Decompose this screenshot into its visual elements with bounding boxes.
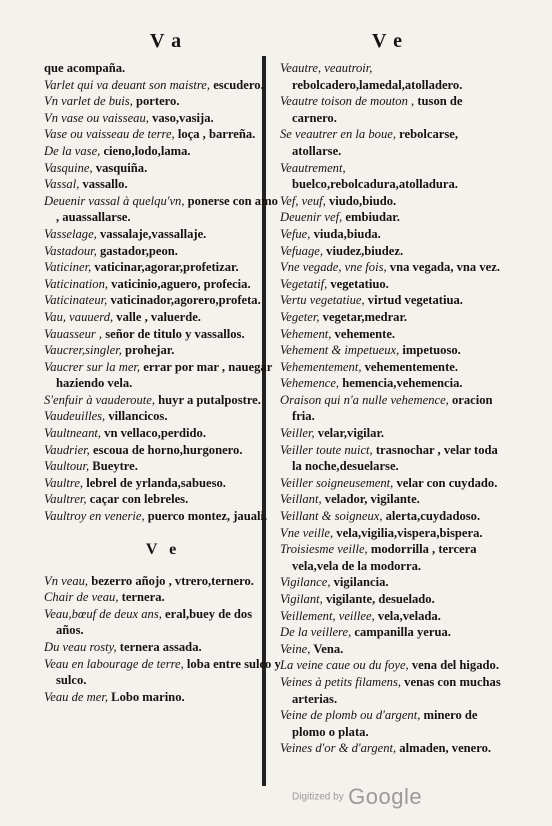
entry-headword: Se veautrer en la boue,: [280, 127, 396, 142]
entry-headword: Vehement,: [280, 326, 332, 341]
entry-headword: Veine de plomb ou d'argent,: [280, 708, 421, 723]
entry-headword: Veillant & soigneux,: [280, 509, 383, 524]
dictionary-entry: [44, 639, 282, 656]
entry-headword: Deuenir vef,: [280, 210, 343, 225]
watermark-brand: Google: [348, 784, 423, 809]
entry-headword: Vasquine,: [44, 160, 93, 175]
entry-translation: vaticinador,agorero,profeta.: [107, 293, 261, 308]
entry-translation: Vena.: [310, 641, 344, 656]
dictionary-entry: [44, 458, 282, 475]
entry-translation: huyr a putalpostre.: [155, 392, 261, 407]
entry-translation: bezerro añojo , vtrero,ternero.: [88, 573, 254, 588]
entry-headword: Veine,: [280, 641, 311, 656]
dictionary-entry: [280, 160, 506, 193]
dictionary-entry: [44, 93, 282, 110]
dictionary-entry: [280, 740, 506, 757]
entry-translation: rebolcadero,lamedal,atolladero.: [292, 77, 463, 92]
dictionary-entry: [44, 309, 282, 326]
dictionary-entry: [280, 491, 506, 508]
dictionary-entry: [44, 126, 282, 143]
entry-translation: viudez,biudez.: [323, 243, 404, 258]
dictionary-entry: [44, 359, 282, 392]
entry-headword: Vasselage,: [44, 226, 97, 241]
entry-translation: lebrel de yrlanda,sabueso.: [83, 475, 226, 490]
entry-translation: valle , valuerde.: [113, 309, 201, 324]
entry-headword: Vef, veuf,: [280, 193, 326, 208]
entry-headword: Veines d'or & d'argent,: [280, 741, 397, 756]
entry-translation: cieno,lodo,lama.: [100, 143, 191, 158]
entry-translation: viudo,biudo.: [325, 193, 397, 208]
entry-headword: Chair de veau,: [44, 590, 119, 605]
entry-translation: velar,vigilar.: [314, 426, 385, 441]
entry-translation: alerta,cuydadoso.: [382, 509, 481, 524]
entry-headword: Vne veille,: [280, 525, 334, 540]
entry-translation: virtud vegetatiua.: [364, 293, 463, 308]
entry-translation: gastador,peon.: [96, 243, 178, 258]
entry-translation: vela,vigilia,vispera,bispera.: [333, 525, 483, 540]
header-left: V a: [150, 30, 183, 52]
entry-headword: Vaticinateur,: [44, 293, 108, 308]
entry-translation: portero.: [132, 94, 180, 109]
dictionary-entry: [44, 193, 282, 226]
entry-headword: Veautre toison de mouton ,: [280, 94, 415, 109]
entry-headword: Vigilance,: [280, 575, 331, 590]
dictionary-entry: [280, 209, 506, 226]
dictionary-entry: [280, 375, 506, 392]
dictionary-entry: [280, 574, 506, 591]
entry-translation: vehementemente.: [361, 359, 458, 374]
dictionary-entry: [280, 541, 506, 574]
entry-headword: Vertu vegetatiue,: [280, 293, 365, 308]
dictionary-entry: [44, 243, 282, 260]
entry-headword: Vaudrier,: [44, 442, 90, 457]
entry-translation: vegetatiuo.: [327, 276, 389, 291]
dictionary-entry: [280, 193, 506, 210]
entry-translation: velar con cuydado.: [393, 475, 498, 490]
entry-translation: loça , barreña.: [174, 127, 256, 142]
entry-translation: vn vellaco,perdido.: [101, 426, 206, 441]
dictionary-entry: [280, 591, 506, 608]
entry-translation: modorrilla , tercera vela,vela de la modorra.: [292, 542, 477, 573]
dictionary-entry: [280, 243, 506, 260]
entry-headword: Vne vegade, vne fois,: [280, 260, 387, 275]
entry-translation: buelco,rebolcadura,atolladura.: [292, 177, 458, 192]
entry-translation: vigilancia.: [330, 575, 389, 590]
entry-headword: Vaticiner,: [44, 260, 92, 275]
entry-headword: Veautrement,: [280, 160, 346, 175]
dictionary-entry: [280, 442, 506, 475]
entry-headword: Vn veau,: [44, 573, 89, 588]
entry-headword: Veau en labourage de terre,: [44, 656, 184, 671]
entry-translation: vaticinio,aguero, profecia.: [108, 276, 251, 291]
dictionary-entry: [44, 408, 282, 425]
entry-headword: Vaultneant,: [44, 426, 102, 441]
dictionary-entry: [44, 60, 282, 77]
dictionary-entry: [44, 392, 282, 409]
entry-headword: Oraison qui n'a nulle vehemence,: [280, 392, 449, 407]
entry-headword: Vaudeuilles,: [44, 409, 106, 424]
left-column: [44, 60, 282, 705]
entry-headword: Vigilant,: [280, 592, 323, 606]
entry-headword: Vn vase ou vaisseau,: [44, 110, 149, 125]
dictionary-entry: [280, 93, 506, 126]
entry-headword: Veillant,: [280, 492, 322, 507]
dictionary-entry: [44, 342, 282, 359]
entry-translation: tuson de carnero.: [292, 94, 463, 125]
entry-headword: Vaultroy en venerie,: [44, 509, 145, 524]
entry-translation: ternera.: [118, 590, 165, 605]
entry-translation: vela,velada.: [374, 608, 441, 623]
entry-headword: Du veau rosty,: [44, 640, 117, 654]
entry-translation: vegetar,medrar.: [319, 309, 408, 324]
entry-translation: eral,buey de dos años.: [56, 606, 253, 638]
dictionary-entry: [44, 276, 282, 293]
entry-headword: Vau, vauuerd,: [44, 309, 114, 324]
dictionary-entry: [280, 292, 506, 309]
entry-headword: Vefuage,: [280, 243, 324, 258]
dictionary-entry: [44, 573, 282, 590]
dictionary-entry: [280, 475, 506, 492]
entry-headword: Veau,bœuf de deux ans,: [44, 606, 162, 621]
entry-headword: Vegetatif,: [280, 276, 328, 291]
entry-headword: Vaultre,: [44, 475, 84, 490]
entry-translation: velador, vigilante.: [321, 492, 420, 507]
dictionary-entry: [44, 491, 282, 508]
entry-translation: rebolcarse, atollarse.: [292, 127, 459, 158]
dictionary-entry: [280, 641, 506, 658]
entry-translation: vna vegada, vna vez.: [386, 260, 500, 275]
entry-headword: Vase ou vaisseau de terre,: [44, 127, 175, 142]
header-right: V e: [372, 30, 403, 52]
entry-translation: loba entre sulco y sulco.: [56, 656, 281, 688]
entry-headword: Vaultrer,: [44, 492, 87, 507]
dictionary-entry: [44, 589, 282, 606]
entry-headword: Veiller toute nuict,: [280, 442, 373, 457]
entry-translation: errar por mar , nauegar haziendo vela.: [56, 359, 273, 391]
dictionary-entry: [280, 425, 506, 442]
dictionary-entry: [44, 110, 282, 127]
entry-headword: Veiller,: [280, 426, 315, 441]
entry-translation: ternera assada.: [116, 640, 202, 654]
google-watermark: [292, 784, 422, 810]
entry-translation: prohejar.: [121, 343, 175, 358]
dictionary-entry: [280, 276, 506, 293]
entry-translation: vaso,vasija.: [148, 110, 214, 125]
entry-headword: Troisiesme veille,: [280, 542, 368, 557]
dictionary-entry: [280, 126, 506, 159]
dictionary-entry: [280, 707, 506, 740]
entry-translation: almaden, venero.: [396, 741, 492, 756]
entry-translation: vena del higado.: [408, 658, 499, 673]
entry-headword: Deuenir vassal à quelqu'vn,: [44, 193, 185, 208]
dictionary-entry: [44, 77, 282, 94]
entry-headword: Vaucrer,singler,: [44, 343, 122, 358]
entry-translation: vasquiña.: [92, 160, 148, 175]
dictionary-entry: [44, 326, 282, 343]
entry-headword: Vegeter,: [280, 309, 320, 324]
dictionary-entry: [280, 259, 506, 276]
dictionary-entry: [280, 525, 506, 542]
entry-translation: que acompaña.: [44, 61, 126, 75]
dictionary-entry: [44, 442, 282, 459]
entry-translation: villancicos.: [105, 409, 168, 424]
entry-translation: viuda,biuda.: [310, 226, 381, 241]
entry-translation: vehemente.: [331, 326, 396, 341]
entry-headword: Varlet qui va deuant son maistre,: [44, 77, 211, 92]
entry-translation: vassallo.: [79, 177, 128, 192]
dictionary-entry: [44, 176, 282, 193]
entry-translation: minero de plomo o plata.: [292, 708, 478, 739]
entry-translation: impetuoso.: [399, 343, 461, 358]
entry-translation: campanilla yerua.: [351, 625, 451, 640]
section-heading: V e: [145, 540, 181, 558]
entry-headword: Veau de mer,: [44, 689, 109, 704]
dictionary-entry: [280, 674, 506, 707]
entry-headword: Vehemence,: [280, 376, 340, 391]
dictionary-entry: [280, 657, 506, 674]
dictionary-entry: [44, 425, 282, 442]
dictionary-entry: [280, 508, 506, 525]
entry-translation: Bueytre.: [89, 459, 138, 474]
entry-translation: escudero.: [210, 77, 264, 92]
entry-translation: venas con muchas arterias.: [292, 674, 501, 706]
dictionary-entry: [280, 342, 506, 359]
dictionary-entry: [280, 624, 506, 641]
entry-headword: Vastadour,: [44, 243, 97, 258]
dictionary-entry: [280, 60, 506, 93]
entry-headword: De la veillere,: [280, 625, 352, 640]
entry-headword: Vaticination,: [44, 276, 109, 291]
dictionary-entry: [44, 226, 282, 243]
entry-translation: puerco montez, jauali.: [144, 509, 268, 524]
watermark-prefix: Digitized by: [292, 791, 344, 803]
dictionary-entry: [44, 475, 282, 492]
entry-translation: vassalaje,vassallaje.: [96, 226, 207, 241]
entry-headword: Veautre, veautroir,: [280, 61, 373, 75]
dictionary-entry: [44, 606, 282, 639]
entry-headword: Vehementement,: [280, 359, 362, 374]
entry-headword: De la vase,: [44, 143, 101, 158]
dictionary-entry: [44, 160, 282, 177]
entry-headword: S'enfuir à vauderoute,: [44, 392, 156, 407]
entry-headword: Vehement & impetueux,: [280, 343, 400, 358]
entry-headword: Vauasseur ,: [44, 326, 103, 341]
entry-headword: Veiller soigneusement,: [280, 475, 394, 490]
dictionary-entry: [280, 226, 506, 243]
dictionary-entry: [44, 508, 282, 525]
entry-headword: Vaucrer sur la mer,: [44, 359, 141, 374]
entry-translation: embiudar.: [342, 210, 400, 225]
dictionary-entry: [44, 689, 282, 706]
entry-headword: Vn varlet de buis,: [44, 94, 133, 109]
dictionary-entry: [44, 292, 282, 309]
entry-headword: Veillement, veillee,: [280, 608, 375, 623]
dictionary-entry: [280, 392, 506, 425]
dictionary-entry: [280, 326, 506, 343]
dictionary-entry: [44, 656, 282, 689]
entry-translation: vaticinar,agorar,profetizar.: [91, 260, 239, 275]
dictionary-entry: [280, 359, 506, 376]
entry-headword: Vassal,: [44, 177, 80, 192]
entry-translation: ponerse con amo , auassallarse.: [56, 193, 278, 225]
dictionary-entry: [44, 259, 282, 276]
right-column: [280, 60, 506, 757]
entry-translation: señor de titulo y vassallos.: [102, 326, 245, 341]
entry-translation: caçar con lebreles.: [86, 492, 189, 507]
entry-translation: Lobo marino.: [108, 689, 185, 704]
dictionary-entry: [280, 309, 506, 326]
entry-headword: Vaultour,: [44, 459, 90, 474]
entry-headword: La veine caue ou du foye,: [280, 658, 409, 673]
dictionary-entry: [44, 143, 282, 160]
dictionary-entry: [280, 608, 506, 625]
entry-translation: hemencia,vehemencia.: [339, 376, 463, 391]
entry-headword: Veines à petits filamens,: [280, 674, 402, 689]
entry-translation: vigilante, desuelado.: [322, 592, 435, 606]
entry-headword: Vefue,: [280, 226, 311, 241]
entry-translation: escoua de horno,hurgonero.: [89, 442, 243, 457]
entry-translation: oracion fria.: [292, 392, 493, 424]
entry-translation: trasnochar , velar toda la noche,desuelarse.: [292, 442, 498, 474]
